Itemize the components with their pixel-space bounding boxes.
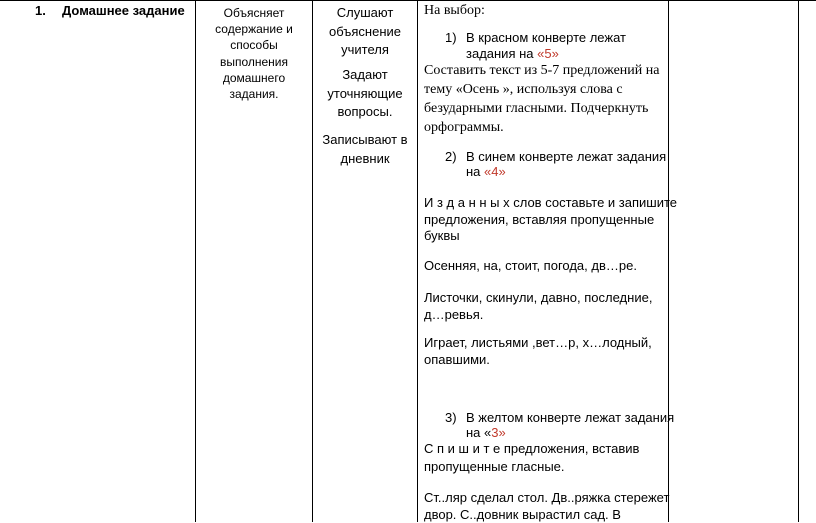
task-line: И з д а н н ы х слов составьте и запишите	[424, 195, 677, 212]
grade-label: «5»	[537, 46, 559, 61]
teacher-line: выполнения	[196, 54, 312, 70]
student-line: вопросы.	[313, 103, 417, 122]
word-line: опавшими.	[424, 352, 652, 369]
word-list: Осенняя, на, стоит, погода, дв…ре.	[424, 258, 637, 273]
word-line: Листочки, скинули, давно, последние,	[424, 290, 652, 307]
task-line: безударными гласными. Подчеркнуть	[424, 99, 659, 118]
word-line: Играет, листьями ,вет…р, х…лодный,	[424, 335, 652, 352]
student-line: учителя	[313, 41, 417, 60]
item-text	[466, 425, 506, 440]
student-line: объяснение	[313, 23, 417, 42]
teacher-line: содержание и	[196, 21, 312, 37]
student-line: Слушают	[313, 4, 417, 23]
item-text: В синем конверте лежат задания	[466, 149, 666, 164]
task-line: С п и ш и т е предложения, вставив	[424, 440, 639, 458]
column-border-4	[668, 0, 669, 522]
choice-intro: На выбор:	[424, 3, 485, 19]
item-text	[466, 46, 559, 61]
grade-label: «4»	[484, 164, 506, 179]
task-description	[424, 195, 677, 245]
task-line: Составить текст из 5-7 предложений на	[424, 61, 659, 80]
item-number: 2)	[445, 149, 457, 164]
sentence-line: Ст..ляр сделал стол. Дв..ряжка стережет	[424, 490, 669, 507]
column-border-3	[417, 0, 418, 522]
task-line: тему «Осень », используя слова с	[424, 80, 659, 99]
teacher-line: домашнего	[196, 70, 312, 86]
word-list	[424, 290, 652, 323]
sentence-line: двор. С..довник вырастил сад. В	[424, 507, 669, 523]
task-line: предложения, вставляя пропущенные	[424, 212, 677, 229]
task-description	[424, 61, 659, 137]
word-list	[424, 335, 652, 368]
student-line: уточняющие	[313, 85, 417, 104]
teacher-line: Объясняет	[196, 5, 312, 21]
word-line: д…ревья.	[424, 307, 652, 324]
task-line: пропущенные гласные.	[424, 458, 639, 476]
row-heading: Домашнее задание	[62, 3, 185, 18]
student-line: Записывают в	[313, 131, 417, 150]
sentence-list	[424, 490, 669, 523]
item-text: В желтом конверте лежат задания	[466, 410, 674, 425]
item-text	[466, 164, 506, 179]
item-text-part: на «	[466, 425, 491, 440]
item-number: 1)	[445, 30, 457, 45]
task-line: орфограммы.	[424, 118, 659, 137]
grade-label: 3»	[491, 425, 505, 440]
row-number: 1.	[35, 3, 46, 18]
column-border-5	[798, 0, 799, 522]
teacher-activity	[196, 5, 312, 102]
task-line: буквы	[424, 228, 677, 245]
item-text-part: на	[466, 164, 484, 179]
item-text-part: задания на	[466, 46, 537, 61]
teacher-line: способы	[196, 37, 312, 53]
student-line: Задают	[313, 66, 417, 85]
task-description	[424, 440, 639, 476]
student-line: дневник	[313, 150, 417, 169]
item-number: 3)	[445, 410, 457, 425]
item-text: В красном конверте лежат	[466, 30, 626, 45]
teacher-line: задания.	[196, 86, 312, 102]
table-top-border	[0, 0, 816, 1]
